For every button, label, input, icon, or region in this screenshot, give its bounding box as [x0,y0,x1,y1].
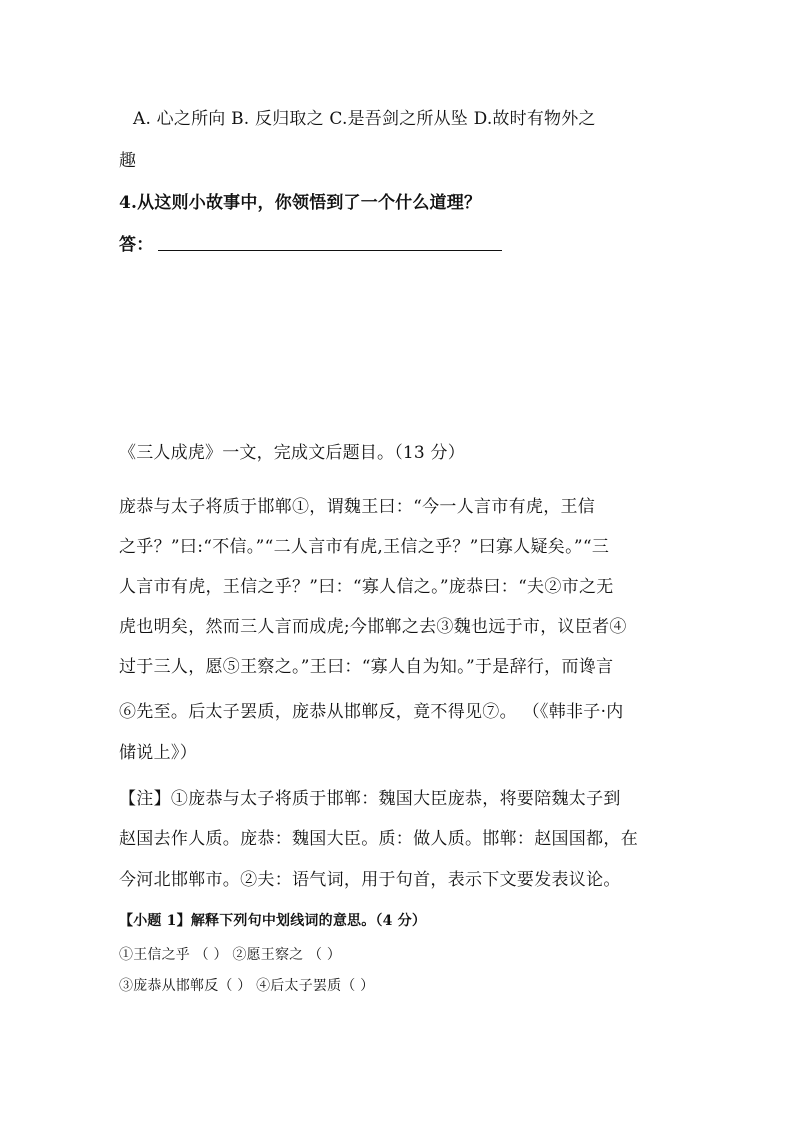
reading-heading: 《三人成虎》一文，完成文后题目。（13 分） [119,443,465,463]
subquestion-items-1: ①王信之乎 （ ） ②愿王察之 （ ） [119,947,342,963]
passage-line-5: 过于三人，愿⑤王察之。”王曰：“寡人自为知。”于是辞行，而谗言 [119,657,614,677]
passage-line-4: 虎也明矣，然而三人言而成虎;今邯郸之去③魏也远于市，议臣者④ [119,617,627,637]
passage-line-2: 之乎？”曰:“不信。”“二人言市有虎,王信之乎？”曰寡人疑矣。”“三 [119,537,610,557]
note-line-3: 今河北邯郸市。②夫：语气词，用于句首，表示下文要发表议论。 [119,870,621,890]
subquestion-title: 【小题 1】解释下列句中划线词的意思。（4 分） [119,913,427,929]
passage-line-1: 庞恭与太子将质于邯郸①，谓魏王曰：“今一人言市有虎，王信 [119,497,596,517]
note-line-2: 赵国去作人质。庞恭：魏国大臣。质：做人质。邯郸：赵国国都，在 [119,829,638,849]
answer-label: 答： [119,235,154,255]
subquestion-items-2: ③庞恭从邯郸反（ ） ④后太子罢质（ ） [119,978,375,994]
answer-options-line: A. 心之所向 B. 反归取之 C.是吾剑之所从坠 D.故时有物外之 [133,109,596,129]
passage-line-3: 人言市有虎，王信之乎？”曰：“寡人信之。”庞恭曰：“夫②市之无 [119,577,614,597]
passage-line-6: ⑥先至。后太子罢质，庞恭从邯郸反，竟不得见⑦。 （《韩非子·内 [119,702,624,722]
answer-blank-line[interactable] [158,250,502,251]
note-line-1: 【注】①庞恭与太子将质于邯郸：魏国大臣庞恭，将要陪魏太子到 [119,789,621,809]
answer-options-wrap: 趣 [119,151,137,171]
passage-line-7: 储说上》） [119,743,197,763]
question-4: 4.从这则小故事中，你领悟到了一个什么道理？ [119,193,482,213]
